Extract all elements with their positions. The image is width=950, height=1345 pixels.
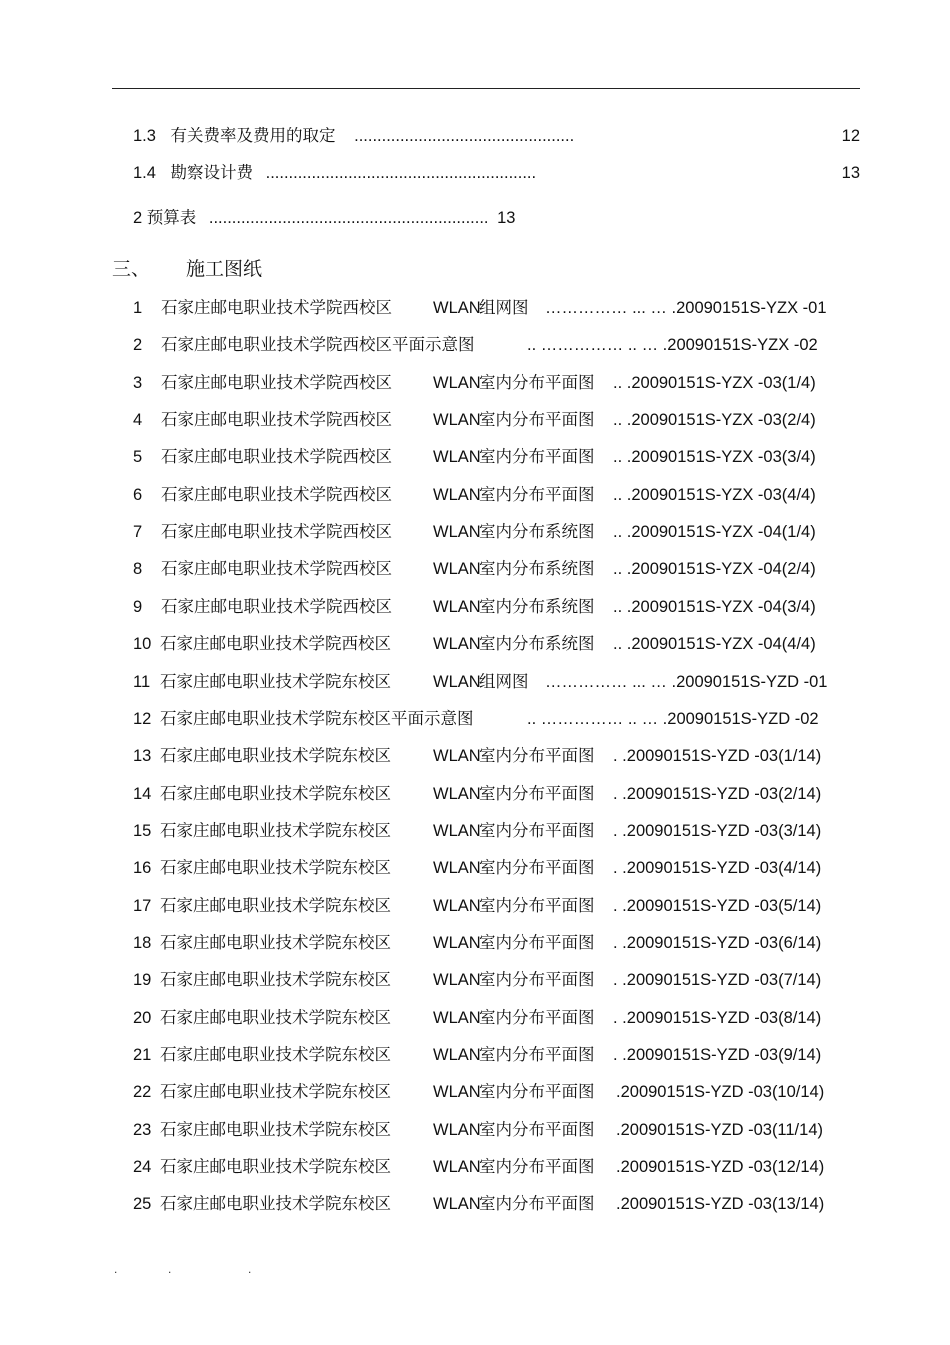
drawing-leader-code xyxy=(613,634,816,654)
drawing-leader-code xyxy=(613,373,816,393)
drawing-campus: 石家庄邮电职业技术学院东校区 xyxy=(160,1121,391,1139)
drawing-number: 24 xyxy=(133,1158,152,1176)
drawing-campus: 石家庄邮电职业技术学院东校区 xyxy=(160,747,391,765)
drawing-wlan: WLAN xyxy=(433,1158,481,1176)
drawing-wlan: WLAN xyxy=(433,299,481,317)
drawing-leader: . xyxy=(616,1195,621,1213)
drawing-number: 14 xyxy=(133,785,152,803)
section-title: 施工图纸 xyxy=(186,259,263,280)
drawing-code: 20090151S-YZX -03(2/4) xyxy=(631,411,816,429)
drawing-wlan: WLAN xyxy=(433,934,481,952)
drawing-campus: 石家庄邮电职业技术学院东校区 xyxy=(160,1158,391,1176)
drawing-leader: .. . xyxy=(613,411,632,429)
drawing-campus: 石家庄邮电职业技术学院西校区 xyxy=(161,448,392,466)
drawing-leader: .. . xyxy=(613,523,632,541)
drawing-leader: .. . xyxy=(613,486,632,504)
drawing-leader: …………… ... … . xyxy=(545,299,677,317)
drawing-leader-code xyxy=(545,298,827,318)
drawing-code: 20090151S-YZX -03(4/4) xyxy=(631,486,816,504)
drawing-code: 20090151S-YZD -03(8/14) xyxy=(626,1009,822,1027)
drawing-leader: .. …………… .. … . xyxy=(527,336,668,354)
drawing-code: 20090151S-YZD -03(9/14) xyxy=(626,1046,822,1064)
drawing-leader: .. . xyxy=(613,598,632,616)
drawing-leader-code xyxy=(613,597,816,617)
drawing-number: 15 xyxy=(133,822,152,840)
toc-leader: ............................................................. xyxy=(208,209,489,227)
drawing-campus: 石家庄邮电职业技术学院东校区 xyxy=(160,822,391,840)
drawing-leader: . . xyxy=(613,971,627,989)
toc-number: 1.3 xyxy=(133,127,156,145)
toc-leader: ................................................ xyxy=(354,127,575,145)
toc-entry-budget[interactable] xyxy=(133,208,515,228)
drawing-number: 18 xyxy=(133,934,152,952)
drawing-wlan: WLAN xyxy=(433,1009,481,1027)
drawing-leader: .. . xyxy=(613,560,632,578)
drawing-number: 4 xyxy=(133,411,143,429)
drawing-name: 组网图 xyxy=(479,673,529,691)
drawing-campus: 石家庄邮电职业技术学院东校区 xyxy=(160,897,391,915)
drawing-number: 2 xyxy=(133,336,143,354)
drawing-wlan: WLAN xyxy=(433,971,481,989)
drawing-wlan: WLAN xyxy=(433,822,481,840)
drawing-code: 20090151S-YZD -03(5/14) xyxy=(626,897,822,915)
drawing-campus: 石家庄邮电职业技术学院东校区 xyxy=(160,1195,391,1213)
drawing-leader-code xyxy=(613,559,816,579)
drawing-number: 10 xyxy=(133,635,152,653)
footer-dot: . xyxy=(114,1262,118,1276)
drawing-name: 室内分布平面图 xyxy=(479,374,595,392)
header-rule xyxy=(112,88,860,89)
drawing-leader-code xyxy=(613,485,816,505)
drawing-leader-code xyxy=(616,1157,824,1177)
drawing-code: 20090151S-YZX -04(1/4) xyxy=(631,523,816,541)
toc-entry-1-4[interactable] xyxy=(133,163,536,183)
drawing-name: 室内分布平面图 xyxy=(479,486,595,504)
toc-page: 13 xyxy=(497,209,516,227)
drawing-campus: 石家庄邮电职业技术学院东校区平面示意图 xyxy=(160,710,474,728)
drawing-code: 20090151S-YZD -03(13/14) xyxy=(620,1195,825,1213)
drawing-number: 8 xyxy=(133,560,143,578)
section-heading xyxy=(112,258,262,282)
drawing-campus: 石家庄邮电职业技术学院西校区 xyxy=(161,486,392,504)
footer-dot: . xyxy=(248,1262,252,1276)
drawing-code: 20090151S-YZD -03(7/14) xyxy=(626,971,822,989)
drawing-number: 5 xyxy=(133,448,143,466)
drawing-name: 室内分布平面图 xyxy=(479,822,595,840)
drawing-number: 25 xyxy=(133,1195,152,1213)
drawing-leader: . xyxy=(616,1121,621,1139)
drawing-code: 20090151S-YZD -03(4/14) xyxy=(626,859,822,877)
drawing-wlan: WLAN xyxy=(433,747,481,765)
drawing-leader: . xyxy=(616,1083,621,1101)
drawing-wlan: WLAN xyxy=(433,1083,481,1101)
drawing-name: 室内分布平面图 xyxy=(479,785,595,803)
drawing-name: 室内分布系统图 xyxy=(479,560,595,578)
drawing-number: 9 xyxy=(133,598,143,616)
drawing-number: 16 xyxy=(133,859,152,877)
drawing-name: 室内分布平面图 xyxy=(479,859,595,877)
toc-number: 1.4 xyxy=(133,164,156,182)
drawing-name: 室内分布平面图 xyxy=(479,1158,595,1176)
drawing-code: 20090151S-YZX -02 xyxy=(667,336,818,354)
drawing-leader: . . xyxy=(613,897,627,915)
drawing-campus: 石家庄邮电职业技术学院西校区平面示意图 xyxy=(161,336,475,354)
section-marker: 三、 xyxy=(112,259,151,280)
drawing-leader-code xyxy=(613,933,821,953)
drawing-name: 室内分布平面图 xyxy=(479,1121,595,1139)
drawing-leader-code xyxy=(613,858,821,878)
drawing-name: 组网图 xyxy=(479,299,529,317)
drawing-leader: . . xyxy=(613,934,627,952)
drawing-leader-code xyxy=(616,1082,824,1102)
drawing-campus: 石家庄邮电职业技术学院东校区 xyxy=(160,785,391,803)
drawing-wlan: WLAN xyxy=(433,785,481,803)
drawing-number: 11 xyxy=(133,673,151,691)
drawing-code: 20090151S-YZD -02 xyxy=(667,710,819,728)
drawing-wlan: WLAN xyxy=(433,1046,481,1064)
drawing-name: 室内分布平面图 xyxy=(479,934,595,952)
drawing-number: 3 xyxy=(133,374,143,392)
drawing-code: 20090151S-YZD -03(2/14) xyxy=(626,785,822,803)
drawing-campus: 石家庄邮电职业技术学院东校区 xyxy=(160,859,391,877)
drawing-code: 20090151S-YZX -04(3/4) xyxy=(631,598,816,616)
drawing-code: 20090151S-YZD -03(10/14) xyxy=(620,1083,825,1101)
drawing-name: 室内分布平面图 xyxy=(479,747,595,765)
drawing-name: 室内分布平面图 xyxy=(479,1046,595,1064)
drawing-leader-code xyxy=(613,522,816,542)
drawing-code: 20090151S-YZX -03(1/4) xyxy=(631,374,816,392)
drawing-code: 20090151S-YZX -04(4/4) xyxy=(631,635,816,653)
drawing-leader-code xyxy=(613,970,821,990)
drawing-number: 22 xyxy=(133,1083,152,1101)
drawing-number: 17 xyxy=(133,897,152,915)
drawing-leader: . xyxy=(616,1158,621,1176)
drawing-leader: . . xyxy=(613,1046,627,1064)
drawing-code: 20090151S-YZX -04(2/4) xyxy=(631,560,816,578)
drawing-number: 21 xyxy=(133,1046,152,1064)
drawing-leader: . . xyxy=(613,822,627,840)
drawing-wlan: WLAN xyxy=(433,523,481,541)
drawing-leader-code xyxy=(616,1120,823,1140)
drawing-number: 23 xyxy=(133,1121,152,1139)
drawing-campus: 石家庄邮电职业技术学院东校区 xyxy=(160,673,391,691)
drawing-number: 1 xyxy=(133,299,143,317)
drawing-leader-code xyxy=(545,672,827,692)
drawing-name: 室内分布平面图 xyxy=(479,897,595,915)
drawing-wlan: WLAN xyxy=(433,448,481,466)
drawing-wlan: WLAN xyxy=(433,859,481,877)
drawing-number: 20 xyxy=(133,1009,152,1027)
drawing-leader: .. . xyxy=(613,635,632,653)
drawing-leader-code xyxy=(613,1045,821,1065)
drawing-campus: 石家庄邮电职业技术学院东校区 xyxy=(160,1046,391,1064)
toc-title: 勘察设计费 xyxy=(170,164,254,182)
drawing-name: 室内分布系统图 xyxy=(479,523,595,541)
drawing-code: 20090151S-YZX -01 xyxy=(676,299,827,317)
drawing-campus: 石家庄邮电职业技术学院西校区 xyxy=(161,523,392,541)
drawing-name: 室内分布平面图 xyxy=(479,971,595,989)
toc-title: 有关费率及费用的取定 xyxy=(170,127,336,145)
drawing-name: 室内分布平面图 xyxy=(479,1195,595,1213)
drawing-leader: .. . xyxy=(613,374,632,392)
drawing-leader-code xyxy=(613,447,816,467)
drawing-code: 20090151S-YZD -03(6/14) xyxy=(626,934,822,952)
toc-title: 2 预算表 xyxy=(133,209,197,227)
drawing-code: 20090151S-YZX -03(3/4) xyxy=(631,448,816,466)
drawing-leader-code xyxy=(613,821,821,841)
drawing-name: 室内分布系统图 xyxy=(479,598,595,616)
drawing-leader-code xyxy=(613,896,821,916)
drawing-leader-code xyxy=(613,1008,821,1028)
drawing-campus: 石家庄邮电职业技术学院西校区 xyxy=(161,374,392,392)
drawing-leader: . . xyxy=(613,1009,627,1027)
drawing-code: 20090151S-YZD -03(12/14) xyxy=(620,1158,825,1176)
drawing-leader-code xyxy=(613,746,821,766)
drawing-campus: 石家庄邮电职业技术学院东校区 xyxy=(160,1009,391,1027)
drawing-name: 室内分布系统图 xyxy=(479,635,595,653)
drawing-name: 室内分布平面图 xyxy=(479,1009,595,1027)
drawing-wlan: WLAN xyxy=(433,560,481,578)
drawing-code: 20090151S-YZD -03(11/14) xyxy=(620,1121,823,1139)
drawing-campus: 石家庄邮电职业技术学院西校区 xyxy=(160,635,391,653)
drawing-campus: 石家庄邮电职业技术学院东校区 xyxy=(160,934,391,952)
drawing-leader: .. …………… .. … . xyxy=(527,710,668,728)
drawing-wlan: WLAN xyxy=(433,673,481,691)
drawing-code: 20090151S-YZD -01 xyxy=(676,673,828,691)
drawing-wlan: WLAN xyxy=(433,635,481,653)
footer-dot: . xyxy=(168,1262,172,1276)
drawing-wlan: WLAN xyxy=(433,411,481,429)
drawing-wlan: WLAN xyxy=(433,1121,481,1139)
drawing-leader: …………… ... … . xyxy=(545,673,677,691)
drawing-leader: .. . xyxy=(613,448,632,466)
drawing-leader-code xyxy=(613,410,816,430)
drawing-wlan: WLAN xyxy=(433,897,481,915)
drawing-wlan: WLAN xyxy=(433,374,481,392)
drawing-leader-code xyxy=(527,709,819,729)
toc-page: 12 xyxy=(841,127,860,145)
drawing-leader: . . xyxy=(613,747,627,765)
drawing-campus: 石家庄邮电职业技术学院西校区 xyxy=(161,598,392,616)
drawing-code: 20090151S-YZD -03(3/14) xyxy=(626,822,822,840)
drawing-number: 19 xyxy=(133,971,152,989)
drawing-name: 室内分布平面图 xyxy=(479,411,595,429)
drawing-number: 12 xyxy=(133,710,152,728)
toc-entry-1-3[interactable] xyxy=(133,126,574,146)
drawing-campus: 石家庄邮电职业技术学院西校区 xyxy=(161,299,392,317)
drawing-leader: . . xyxy=(613,859,627,877)
drawing-wlan: WLAN xyxy=(433,1195,481,1213)
drawing-campus: 石家庄邮电职业技术学院东校区 xyxy=(160,1083,391,1101)
drawing-name: 室内分布平面图 xyxy=(479,448,595,466)
drawing-campus: 石家庄邮电职业技术学院西校区 xyxy=(161,560,392,578)
drawing-leader-code xyxy=(613,784,821,804)
drawing-number: 13 xyxy=(133,747,152,765)
drawing-name: 室内分布平面图 xyxy=(479,1083,595,1101)
drawing-wlan: WLAN xyxy=(433,598,481,616)
drawing-leader-code xyxy=(616,1194,824,1214)
drawing-campus: 石家庄邮电职业技术学院东校区 xyxy=(160,971,391,989)
drawing-number: 6 xyxy=(133,486,143,504)
drawing-wlan: WLAN xyxy=(433,486,481,504)
toc-page: 13 xyxy=(841,164,860,182)
drawing-code: 20090151S-YZD -03(1/14) xyxy=(626,747,822,765)
drawing-campus: 石家庄邮电职业技术学院西校区 xyxy=(161,411,392,429)
drawing-number: 7 xyxy=(133,523,143,541)
drawing-leader-code xyxy=(527,335,818,355)
toc-leader: ........................................................... xyxy=(265,164,537,182)
drawing-leader: . . xyxy=(613,785,627,803)
